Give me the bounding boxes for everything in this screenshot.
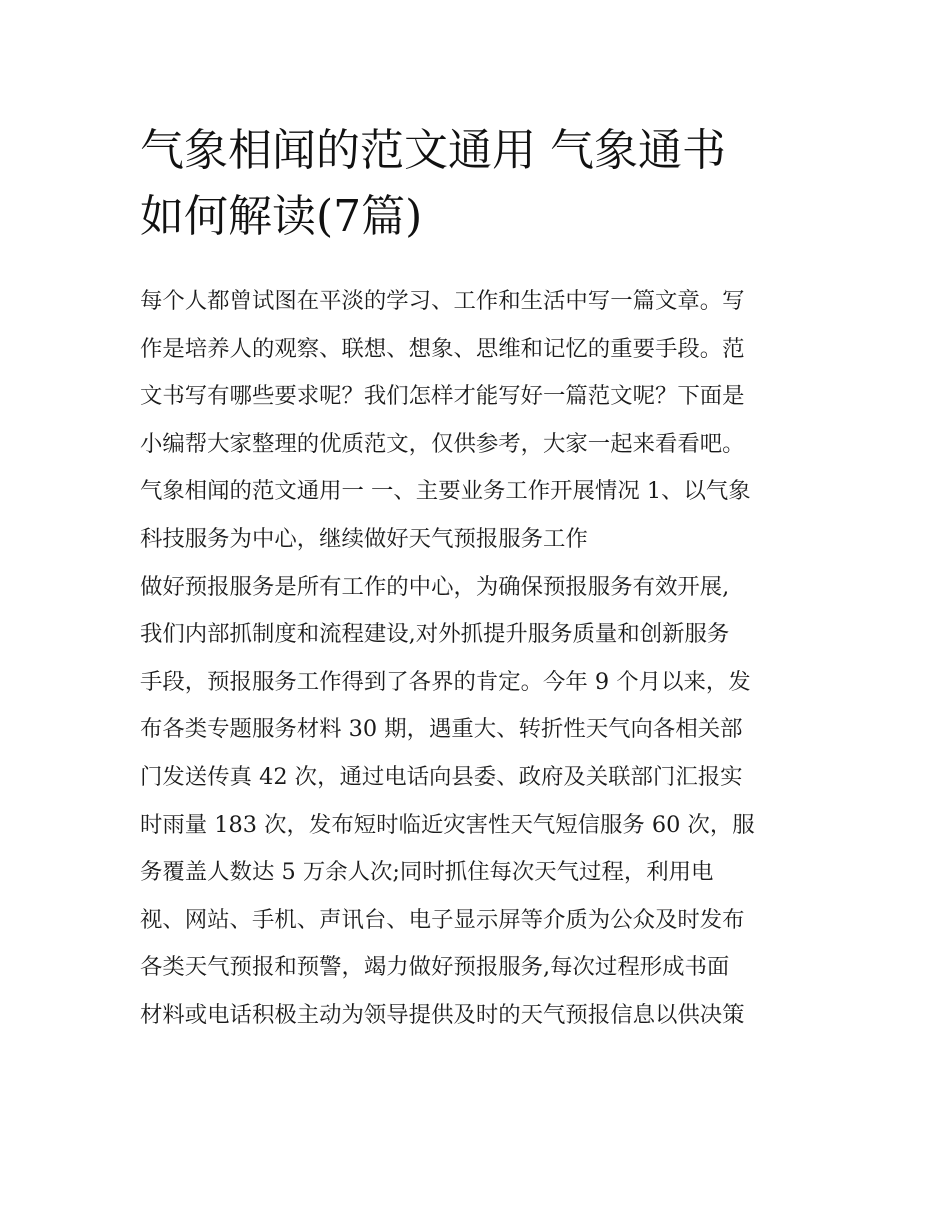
body-line: 布各类专题服务材料 30 期，遇重大、转折性天气向各相关部 — [140, 716, 743, 743]
body-line: 作是培养人的观察、联想、想象、思维和记忆的重要手段。范 — [140, 335, 745, 362]
body-line: 文书写有哪些要求呢？我们怎样才能写好一篇范文呢？下面是 — [140, 383, 745, 410]
body-line: 门发送传真 42 次，通过电话向县委、政府及关联部门汇报实 — [140, 763, 743, 790]
body-line: 材料或电话积极主动为领导提供及时的天气预报信息以供决策 — [140, 1001, 745, 1028]
body-line: 做好预报服务是所有工作的中心，为确保预报服务有效开展, — [140, 573, 730, 600]
body-line: 手段，预报服务工作得到了各界的肯定。今年 9 个月以来，发 — [140, 668, 751, 695]
body-line: 气象相闻的范文通用一 一、主要业务工作开展情况 1、以气象 — [140, 478, 751, 505]
document-title — [140, 118, 820, 250]
body-line: 时雨量 183 次，发布短时临近灾害性天气短信服务 60 次，服 — [140, 811, 755, 838]
body-line: 我们内部抓制度和流程建设,对外抓提升服务质量和创新服务 — [140, 621, 730, 648]
title-line-1: 气象相闻的范文通用 气象通书 — [140, 125, 726, 176]
document-body — [140, 278, 820, 1040]
body-line: 视、网站、手机、声讯台、电子显示屏等介质为公众及时发布 — [140, 906, 745, 933]
body-line: 科技服务为中心，继续做好天气预报服务工作 — [140, 525, 588, 552]
title-line-2: 如何解读(7篇) — [140, 191, 423, 242]
body-line: 各类天气预报和预警，竭力做好预报服务,每次过程形成书面 — [140, 954, 730, 981]
body-line: 务覆盖人数达 5 万余人次;同时抓住每次天气过程，利用电 — [140, 859, 714, 886]
body-line: 小编帮大家整理的优质范文，仅供参考，大家一起来看看吧。 — [140, 430, 745, 457]
body-line: 每个人都曾试图在平淡的学习、工作和生活中写一篇文章。写 — [140, 288, 745, 314]
